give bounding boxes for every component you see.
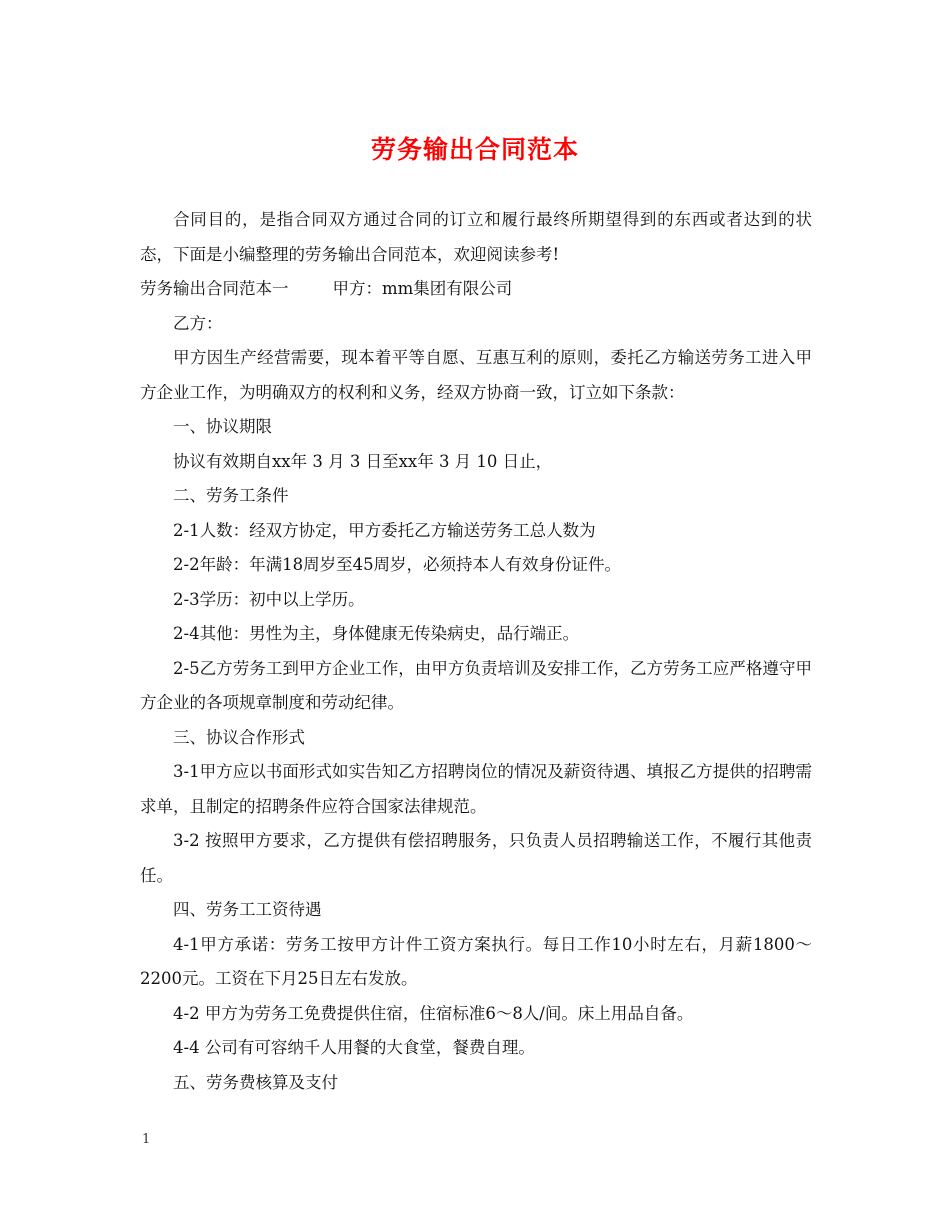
clause-2-4: 2-4其他：男性为主，身体健康无传染病史，品行端正。	[173, 624, 580, 643]
clause-4-2: 4-2 甲方为劳务工免费提供住宿，住宿标准6～8人/间。床上用品自备。	[173, 1003, 694, 1023]
document-title: 劳务输出合同范本	[370, 135, 579, 164]
section-heading-3: 三、协议合作形式	[173, 727, 305, 747]
document-body	[140, 203, 812, 1100]
sample-label: 劳务输出合同范本一	[140, 279, 289, 298]
party-a: 甲方：mm集团有限公司	[332, 279, 513, 298]
section-heading-5: 五、劳务费核算及支付	[173, 1072, 338, 1092]
clause-3-2: 3-2 按照甲方要求，乙方提供有偿招聘服务，只负责人员招聘输送工作，不履行其他责任。	[140, 831, 812, 885]
sample-heading-line	[140, 272, 812, 307]
clause-3-1: 3-1甲方应以书面形式如实告知乙方招聘岗位的情况及薪资待遇、填报乙方提供的招聘需求单，且制定的招聘条件应符合国家法律规范。	[140, 762, 812, 816]
paragraph-term: 协议有效期自xx年 3 月 3 日至xx年 3 月 10 日止，	[173, 451, 553, 471]
clause-2-1: 2-1人数：经双方协定，甲方委托乙方输送劳务工总人数为	[173, 520, 596, 540]
paragraph-party-b: 乙方：	[173, 313, 223, 333]
page-number: 1	[142, 1132, 151, 1147]
section-heading-4: 四、劳务工工资待遇	[173, 900, 322, 919]
clause-4-4: 4-4 公司有可容纳千人用餐的大食堂，餐费自理。	[173, 1038, 535, 1057]
section-heading-1: 一、协议期限	[173, 417, 272, 436]
clause-2-2: 2-2年龄：年满18周岁至45周岁，必须持本人有效身份证件。	[173, 555, 622, 574]
paragraph-preamble: 甲方因生产经营需要，现本着平等自愿、互惠互利的原则，委托乙方输送劳务工进入甲方企业工作，为明确双方的权利和义务，经双方协商一致，订立如下条款：	[140, 348, 812, 402]
clause-4-1: 4-1甲方承诺：劳务工按甲方计件工资方案执行。每日工作10小时左右，月薪1800～2200元。工资在下月25日左右发放。	[140, 934, 812, 988]
intro-paragraph: 合同目的，是指合同双方通过合同的订立和履行最终所期望得到的东西或者达到的状态，下面是小编整理的劳务输出合同范本，欢迎阅读参考!	[140, 210, 812, 264]
clause-2-3: 2-3学历：初中以上学历。	[173, 589, 365, 609]
section-heading-2: 二、劳务工条件	[173, 486, 289, 505]
clause-2-5: 2-5乙方劳务工到甲方企业工作，由甲方负责培训及安排工作，乙方劳务工应严格遵守甲方企业的各项规章制度和劳动纪律。	[140, 658, 812, 712]
